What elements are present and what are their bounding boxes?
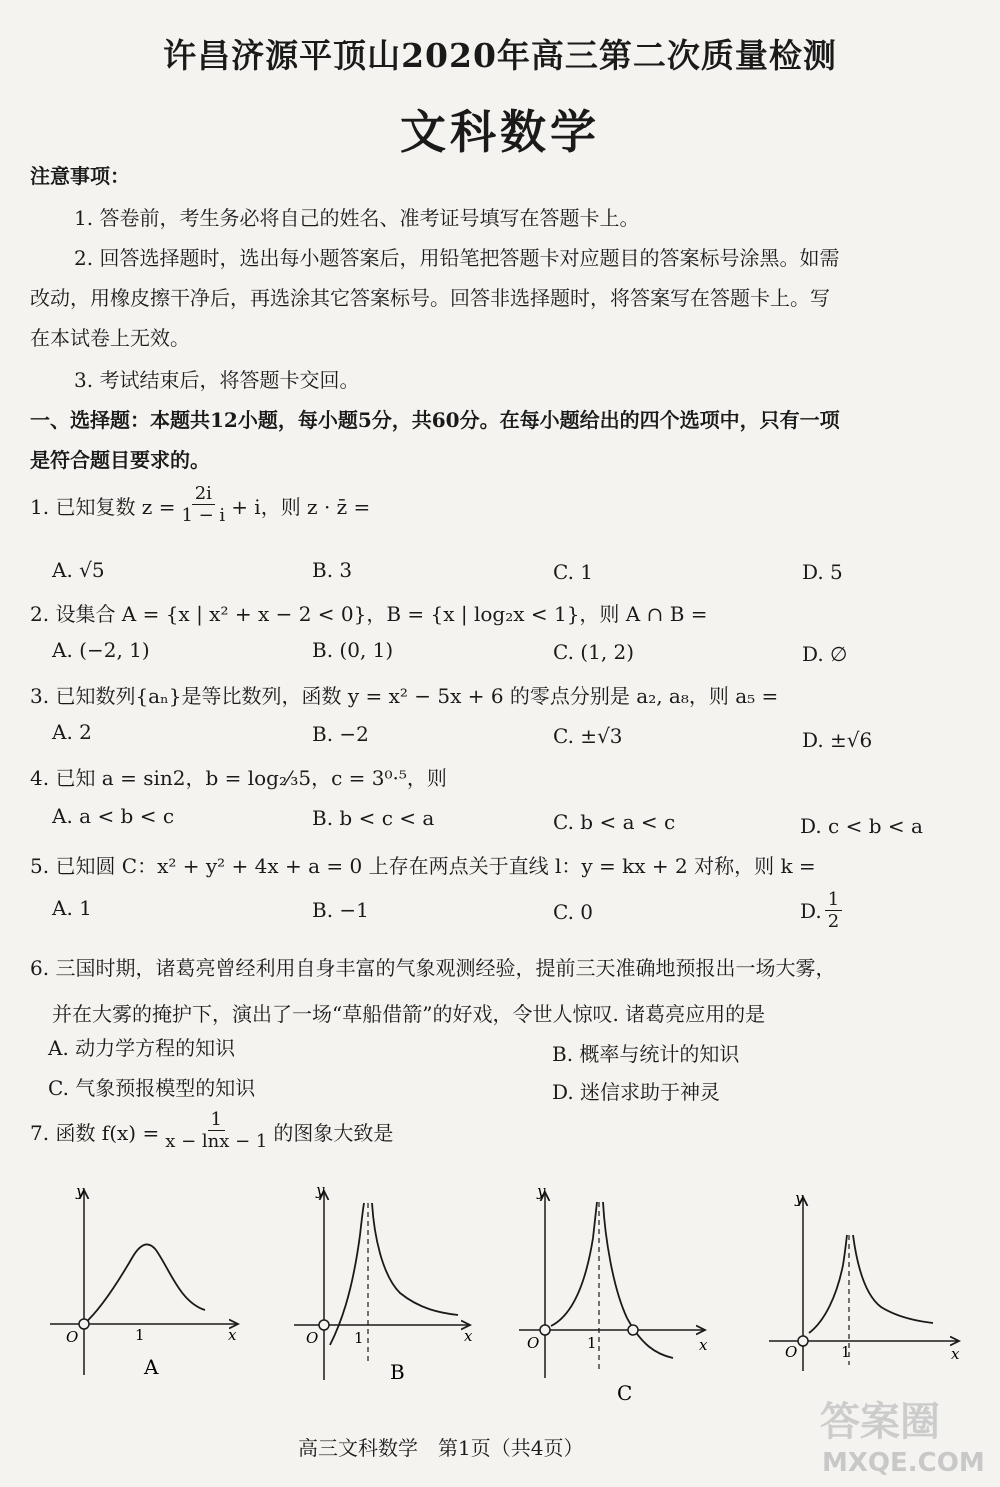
q5-option-d-fraction bbox=[825, 890, 842, 932]
q1-suffix: + i，则 z · z̄ = bbox=[231, 494, 371, 519]
question-3-stem: 3. 已知数列{aₙ}是等比数列，函数 y = x² − 5x + 6 的零点分别是 a₂, a₈，则 a₅ = bbox=[30, 684, 779, 708]
right-branch bbox=[853, 1235, 933, 1323]
q5-d-num: 1 bbox=[825, 890, 842, 911]
notice-item-3: 3. 考试结束后，将答题卡交回。 bbox=[74, 368, 360, 392]
section-heading-line-1: 一、选择题：本题共12小题，每小题5分，共60分。在每小题给出的四个选项中，只有一项 bbox=[30, 408, 840, 432]
right-branch bbox=[372, 1203, 458, 1315]
q5-d-den: 2 bbox=[827, 910, 840, 932]
q1-fraction bbox=[178, 484, 228, 526]
origin-label: O bbox=[66, 1328, 79, 1346]
q2-option-d: D. ∅ bbox=[802, 642, 848, 666]
question-7-stem bbox=[30, 1110, 393, 1152]
q1-option-d: D. 5 bbox=[802, 560, 843, 584]
tick-one-label: 1 bbox=[354, 1329, 364, 1347]
question-6-line-2: 并在大雾的掩护下，演出了一场“草船借箭”的好戏，令世人惊叹. 诸葛亮应用的是 bbox=[52, 1002, 766, 1026]
y-label: y bbox=[316, 1181, 325, 1199]
q7-frac-den: x − lnx − 1 bbox=[165, 1130, 268, 1152]
x-label: x bbox=[228, 1326, 237, 1344]
x-label: x bbox=[699, 1336, 708, 1354]
y-label: y bbox=[795, 1189, 804, 1207]
q4-option-d: D. c < b < a bbox=[800, 814, 923, 838]
q6-option-d: D. 迷信求助于神灵 bbox=[552, 1080, 721, 1104]
page-footer: 高三文科数学 第1页（共4页） bbox=[298, 1436, 584, 1460]
notice-item-1: 1. 答卷前，考生务必将自己的姓名、准考证号填写在答题卡上。 bbox=[74, 206, 640, 230]
q3-option-b: B. −2 bbox=[312, 722, 369, 746]
q7-fraction bbox=[162, 1110, 270, 1152]
right-branch bbox=[603, 1202, 673, 1358]
section-heading-line-2: 是符合题目要求的。 bbox=[30, 448, 210, 472]
x-label: x bbox=[464, 1327, 473, 1345]
q6-option-b: B. 概率与统计的知识 bbox=[552, 1042, 740, 1066]
q6-option-a: A. 动力学方程的知识 bbox=[48, 1036, 236, 1060]
notice-item-2-line-1: 2. 回答选择题时，选出每小题答案后，用铅笔把答题卡对应题目的答案标号涂黑。如需 bbox=[74, 246, 840, 270]
origin-label: O bbox=[527, 1334, 540, 1352]
origin-label: O bbox=[785, 1343, 798, 1361]
origin-hole bbox=[798, 1336, 808, 1346]
q1-frac-num: 2i bbox=[192, 484, 215, 505]
q5-option-c: C. 0 bbox=[553, 900, 594, 924]
q1-prefix: 1. 已知复数 z = bbox=[30, 494, 176, 519]
origin-hole bbox=[79, 1319, 89, 1329]
notice-heading: 注意事项： bbox=[30, 164, 130, 188]
question-5-stem: 5. 已知圆 C：x² + y² + 4x + a = 0 上存在两点关于直线 l：y = kx + 2 对称，则 k = bbox=[30, 854, 816, 878]
origin-hole bbox=[319, 1320, 329, 1330]
q4-option-c: C. b < a < c bbox=[553, 810, 676, 834]
graph-label-b: B bbox=[390, 1360, 405, 1384]
question-6-line-1: 6. 三国时期，诸葛亮曾经利用自身丰富的气象观测经验，提前三天准确地预报出一场大雾， bbox=[30, 956, 836, 980]
left-branch bbox=[809, 1235, 847, 1333]
graph-a bbox=[40, 1170, 250, 1390]
watermark-logo: 答案圈 bbox=[820, 1399, 940, 1445]
q5-option-b: B. −1 bbox=[312, 898, 369, 922]
q6-option-c: C. 气象预报模型的知识 bbox=[48, 1076, 256, 1100]
watermark-url: MXQE.COM bbox=[822, 1448, 985, 1478]
q4-option-b: B. b < c < a bbox=[312, 806, 435, 830]
notice-item-2-line-2: 改动，用橡皮擦干净后，再选涂其它答案标号。回答非选择题时，将答案写在答题卡上。写 bbox=[30, 286, 830, 310]
q7-frac-num: 1 bbox=[208, 1110, 225, 1131]
question-1-stem bbox=[30, 484, 370, 526]
origin-hole bbox=[540, 1325, 550, 1335]
q4-option-a: A. a < b < c bbox=[52, 804, 175, 828]
q5-option-a: A. 1 bbox=[52, 896, 92, 920]
q1-frac-den: 1 − i bbox=[181, 504, 226, 526]
q1-option-a: A. √5 bbox=[52, 558, 105, 582]
question-2-stem: 2. 设集合 A = {x | x² + x − 2 < 0}，B = {x | log₂x < 1}，则 A ∩ B = bbox=[30, 602, 708, 626]
curve bbox=[84, 1244, 205, 1324]
tick-one-label: 1 bbox=[587, 1334, 597, 1352]
q2-option-c: C. (1, 2) bbox=[553, 640, 635, 664]
y-label: y bbox=[76, 1182, 85, 1200]
graph-b bbox=[290, 1175, 490, 1395]
q2-option-b: B. (0, 1) bbox=[312, 638, 394, 662]
q3-option-a: A. 2 bbox=[52, 720, 92, 744]
graph-d bbox=[765, 1185, 965, 1375]
subject-title: 文科数学 bbox=[400, 105, 600, 159]
graph-label-c: C bbox=[617, 1381, 633, 1405]
question-4-stem: 4. 已知 a = sin2，b = log₂⁄₃5，c = 3⁰·⁵，则 bbox=[30, 766, 447, 790]
q5-option-d-prefix: D. bbox=[800, 899, 822, 924]
q7-prefix: 7. 函数 f(x) = bbox=[30, 1120, 160, 1145]
q7-suffix: 的图象大致是 bbox=[273, 1120, 394, 1145]
q3-option-c: C. ±√3 bbox=[553, 724, 623, 748]
tick-one-label: 1 bbox=[841, 1343, 851, 1361]
q1-option-c: C. 1 bbox=[553, 560, 594, 584]
tick-one-label: 1 bbox=[135, 1326, 145, 1344]
x-intercept-hole bbox=[628, 1325, 638, 1335]
left-branch bbox=[551, 1202, 597, 1326]
q1-option-b: B. 3 bbox=[312, 558, 353, 582]
left-branch bbox=[330, 1203, 364, 1345]
origin-label: O bbox=[306, 1329, 319, 1347]
q5-option-d bbox=[800, 890, 845, 932]
q2-option-a: A. (−2, 1) bbox=[52, 638, 150, 662]
exam-title: 许昌济源平顶山2020年高三第二次质量检测 bbox=[163, 36, 837, 75]
x-label: x bbox=[951, 1345, 960, 1363]
q3-option-d: D. ±√6 bbox=[802, 728, 873, 752]
graph-label-a: A bbox=[144, 1355, 159, 1379]
graph-c bbox=[515, 1178, 715, 1408]
y-label: y bbox=[537, 1182, 546, 1200]
notice-item-2-line-3: 在本试卷上无效。 bbox=[30, 326, 190, 350]
